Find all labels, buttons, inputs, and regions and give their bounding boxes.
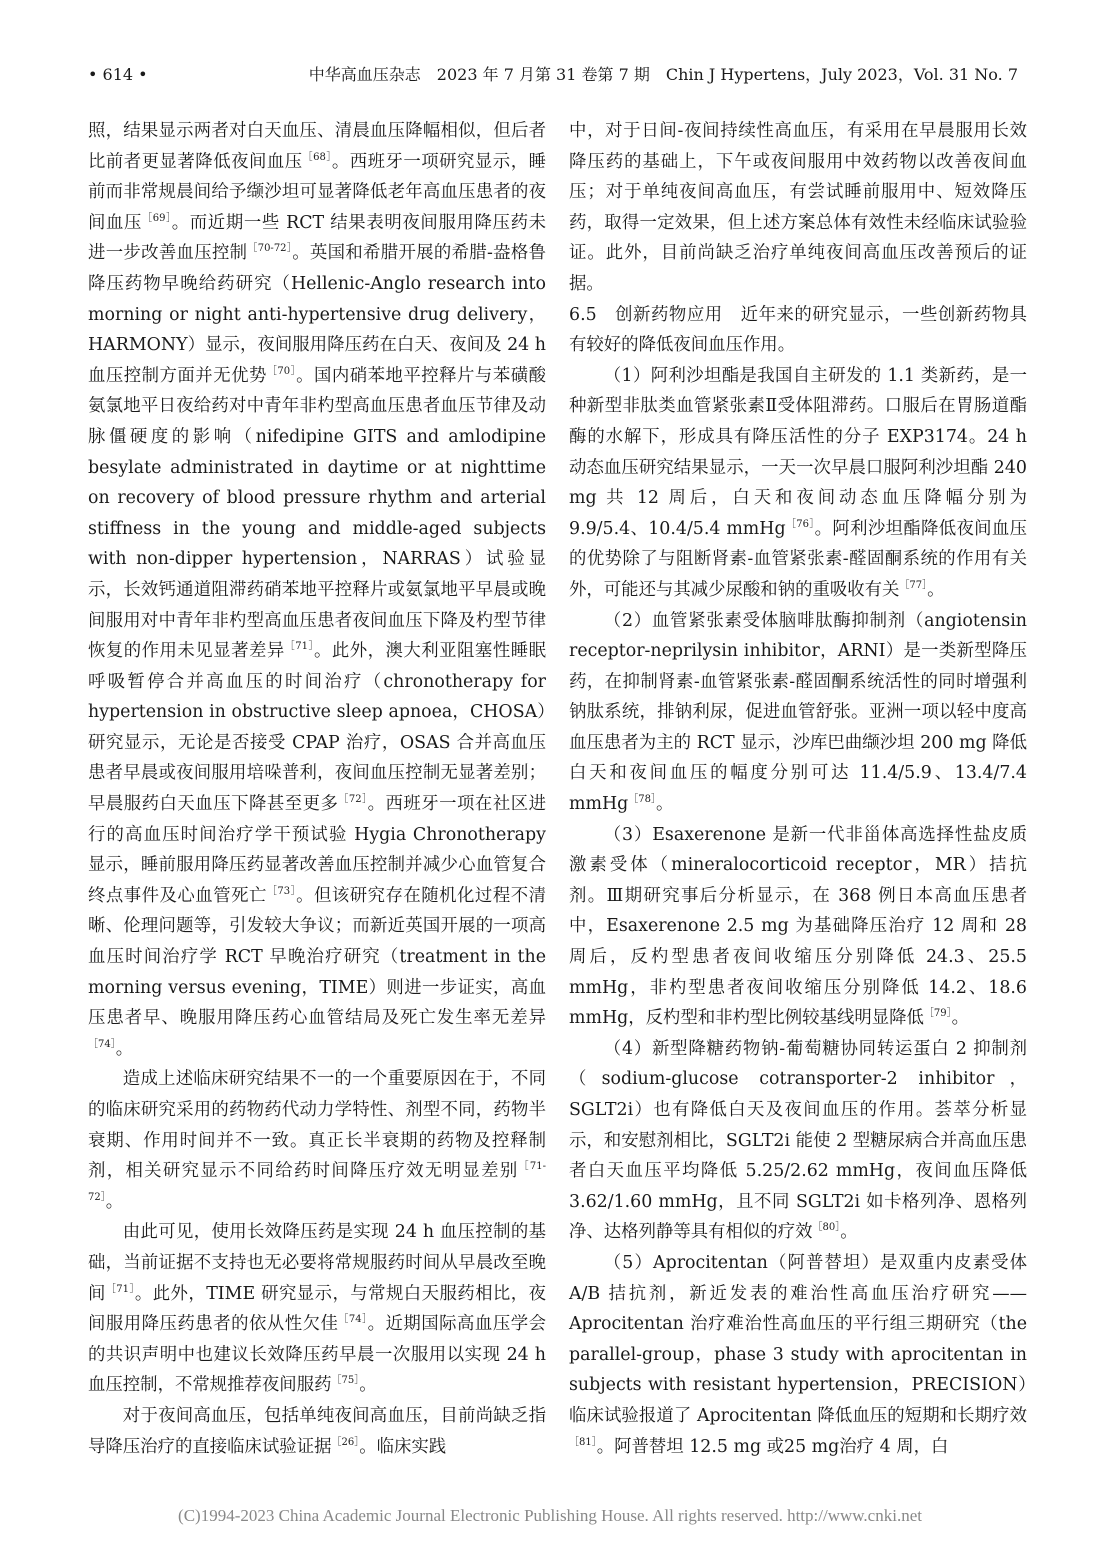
paragraph (88, 1401, 546, 1462)
paragraph-text: 中，对于日间-夜间持续性高血压，有采用在早晨服用长效降压药的基础上，下午或夜间服用中效药物以改善夜间血压；对于单纯夜间高血压，有尝试睡前服用中、短效降压药，取得一定效果，但上述方案总体有效性未经临床试验验证。此外，目前尚缺乏治疗单纯夜间高血压改善预后的证据。 (569, 121, 1027, 294)
paragraph-text: （5）Aprocitentan（阿普替坦）是双重内皮素受体 A/B 拮抗剂，新近发表的难治性高血压治疗研究——Aprocitentan 治疗难治性高血压的平行组三期研究（the parallel-group，phase 3 study with aprocitentan in subjects with resistant hypertension，PRECISION）临床试验报道了 Aprocitentan 降低血压的短期和长期疗效 (569, 1252, 1027, 1426)
paragraph-text: 。 (927, 579, 945, 600)
paragraph-text: 照，结果显示两者对白天血压、清晨血压降幅相似，但后者比前者更显著降低夜间血压 (88, 121, 546, 172)
citation-ref[interactable]: ［77］ (899, 579, 928, 591)
paragraph-text: （2）血管紧张素受体脑啡肽酶抑制剂（angiotensin receptor-neprilysin inhibitor，ARNI）是一类新型降压药，在抑制肾素-血管紧张素-醛固酮系统活性的同时增强利钠肽系统，排钠利尿，促进血管舒张。亚洲一项以轻中度高血压患者为主的 RCT 显示，沙库巴曲缬沙坦 200 mg 降低白天和夜间血压的幅度分别可达 11.4/5.9、13.4/7.4 mmHg (569, 610, 1027, 815)
citation-ref[interactable]: ［78］ (628, 794, 657, 806)
citation-ref[interactable]: ［74］ (88, 1038, 116, 1050)
citation-ref[interactable]: ［26］ (331, 1436, 360, 1448)
paragraph-text: 。但该研究存在随机化过程不清晰、伦理问题等，引发较大争议；而新近英国开展的一项高血压时间治疗学 RCT 早晚治疗研究（treatment in the morning versus evening，TIME）则进一步证实，高血压患者早、晚服用降压药心血管结局及死亡发生率无差异 (88, 885, 546, 1029)
paragraph (569, 116, 1027, 300)
paragraph-text: 。阿普替坦 12.5 mg 或25 mg治疗 4 周，白 (596, 1436, 949, 1457)
citation-ref[interactable]: ［70-72］ (247, 243, 293, 255)
paragraph-text: 。 (359, 1375, 377, 1396)
citation-ref[interactable]: ［69］ (142, 212, 172, 224)
paragraph (569, 361, 1027, 606)
paragraph-text: 造成上述临床研究结果不一的一个重要原因在于，不同的临床研究采用的药物药代动力学特性、剂型不同，药物半衰期、作用时间并不一致。真正长半衰期的药物及控释制剂，相关研究显示不同给药时间降压疗效无明显差别 (88, 1069, 546, 1182)
paragraph (88, 1217, 546, 1401)
left-column (88, 116, 546, 1462)
paragraph (569, 820, 1027, 1034)
paragraph-text: 。 (105, 1191, 124, 1212)
paragraph-text: 。此外，澳大利亚阻塞性睡眠呼吸暂停合并高血压的时间治疗（chronotherapy for hypertension in obstructive sleep apnoea，CHOSA）研究显示，无论是否接受 CPAP 治疗，OSAS 合并高血压患者早晨或夜间服用培哚普利，夜间血压控制无显著差别；早晨服药白天血压下降甚至更多 (88, 641, 546, 815)
paragraph-text: 。此外，TIME 研究显示，与常规白天服药相比，夜间服用降压药患者的依从性欠佳 (88, 1283, 546, 1335)
paragraph-text: 对于夜间高血压，包括单纯夜间高血压，目前尚缺乏指导降压治疗的直接临床试验证据 (88, 1405, 546, 1457)
citation-ref[interactable]: ［72］ (338, 794, 368, 806)
paragraph (88, 1064, 546, 1217)
paragraph-text: 。西班牙一项研究显示，睡前而非常规晨间给予缬沙坦可显著降低老年高血压患者的夜间血压 (88, 151, 546, 233)
paragraph (88, 116, 546, 1064)
page-number: • 614 • (88, 65, 148, 84)
citation-ref[interactable]: ［73］ (266, 885, 297, 897)
paragraph-text: 。 (115, 1038, 134, 1059)
paragraph-text: 6.5 创新药物应用 近年来的研究显示，一些创新药物具有较好的降低夜间血压作用。 (569, 304, 1027, 356)
journal-citation: 中华高血压杂志 2023 年 7 月第 31 卷第 7 期 Chin J Hypertens，July 2023，Vol. 31 No. 7 (308, 65, 1018, 84)
paragraph (569, 300, 1027, 361)
right-column (569, 116, 1027, 1462)
paragraph-text: 。近期国际高血压学会的共识声明中也建议长效降压药早晨一次服用以实现 24 h 血压控制，不常规推荐夜间服药 (88, 1314, 546, 1396)
citation-ref[interactable]: ［74］ (338, 1314, 368, 1326)
copyright-footer: (C)1994-2023 China Academic Journal Electronic Publishing House. All rights reserved. http://www.cnki.net (178, 1506, 922, 1525)
paragraph (569, 1248, 1027, 1462)
paragraph-text: 。 (840, 1222, 858, 1243)
citation-ref[interactable]: ［68］ (302, 151, 332, 163)
paragraph (569, 1034, 1027, 1248)
paragraph-text: 。而近期一些 RCT 结果表明夜间服用降压药未进一步改善血压控制 (88, 212, 546, 264)
citation-ref[interactable]: ［76］ (785, 518, 815, 530)
citation-ref[interactable]: ［71］ (284, 641, 314, 653)
paragraph-text: 由此可见，使用长效降压药是实现 24 h 血压控制的基础，当前证据不支持也无必要将常规服药时间从早晨改至晚间 (88, 1222, 546, 1304)
citation-ref[interactable]: ［71-72］ (88, 1161, 546, 1203)
paragraph (569, 606, 1027, 820)
paragraph-text: （4）新型降糖药物钠-葡萄糖协同转运蛋白 2 抑制剂（sodium-glucose cotransporter-2 inhibitor，SGLT2i）也有降低白天及夜间血压的作用。荟萃分析显示，和安慰剂相比，SGLT2i 能使 2 型糖尿病合并高血压患者白天血压平均降低 5.25/2.62 mmHg，夜间血压降低 3.62/1.60 mmHg，且不同 SGLT2i 如卡格列净、恩格列净、达格列静等具有相似的疗效 (569, 1038, 1027, 1243)
running-header (88, 62, 1018, 88)
citation-ref[interactable]: ［79］ (923, 1008, 952, 1020)
citation-ref[interactable]: ［71］ (105, 1283, 135, 1295)
paragraph-text: 。国内硝苯地平控释片与苯磺酸氨氯地平日夜给药对中青年非杓型高血压患者血压节律及动脉僵硬度的影响（nifedipine GITS and amlodipine besylate administrated in daytime or at nighttime on recovery of blood pressure rhythm and arterial stiffness in the young and middle-aged subjects with non-dipper hypertension，NARRAS）试验显示，长效钙通道阻滞药硝苯地平控释片或氨氯地平早晨或晚间服用对中青年非杓型高血压患者夜间血压下降及杓型节律恢复的作用未见显著差异 (88, 365, 546, 662)
citation-ref[interactable]: ［75］ (331, 1375, 360, 1387)
paragraph-text: 。 (656, 794, 674, 815)
paragraph-text: 。西班牙一项在社区进行的高血压时间治疗学干预试验 Hygia Chronotherapy 显示，睡前服用降压药显著改善血压控制并减少心血管复合终点事件及心血管死亡 (88, 794, 546, 906)
paragraph-text: 。英国和希腊开展的希腊-盎格鲁降压药物早晚给药研究（Hellenic-Anglo research into morning or night anti-hypertensive drug delivery，HARMONY）显示，夜间服用降压药在白天、夜间及 24 h 血压控制方面并无优势 (88, 243, 546, 386)
paragraph-text: （1）阿利沙坦酯是我国自主研发的 1.1 类新药，是一种新型非肽类血管紧张素Ⅱ受体阻滞药。口服后在胃肠道酯酶的水解下，形成具有降压活性的分子 EXP3174。24 h 动态血压研究结果显示，一天一次早晨口服阿利沙坦酯 240 mg 共 12 周后，白天和夜间动态血压降幅分别为 9.9/5.4、10.4/5.4 mmHg (569, 365, 1027, 539)
citation-ref[interactable]: ［70］ (266, 365, 297, 377)
citation-ref[interactable]: ［80］ (812, 1222, 841, 1234)
citation-ref[interactable]: ［81］ (569, 1436, 597, 1448)
paragraph-text: 。阿利沙坦酯降低夜间血压的优势除了与阻断肾素-血管紧张素-醛固酮系统的作用有关外，可能还与其减少尿酸和钠的重吸收有关 (569, 518, 1027, 600)
paragraph-text: （3）Esaxerenone 是新一代非甾体高选择性盐皮质激素受体（mineralocorticoid receptor，MR）拮抗剂。Ⅲ期研究事后分析显示，在 368 例日本高血压患者中，Esaxerenone 2.5 mg 为基础降压治疗 12 周和 28 周后，反杓型患者夜间收缩压分别降低 24.3、25.5 mmHg，非杓型患者夜间收缩压分别降低 14.2、18.6 mmHg，反杓型和非杓型比例较基线明显降低 (569, 824, 1027, 1029)
paragraph-text: 。 (951, 1008, 970, 1029)
paragraph-text: 。临床实践 (359, 1436, 447, 1457)
